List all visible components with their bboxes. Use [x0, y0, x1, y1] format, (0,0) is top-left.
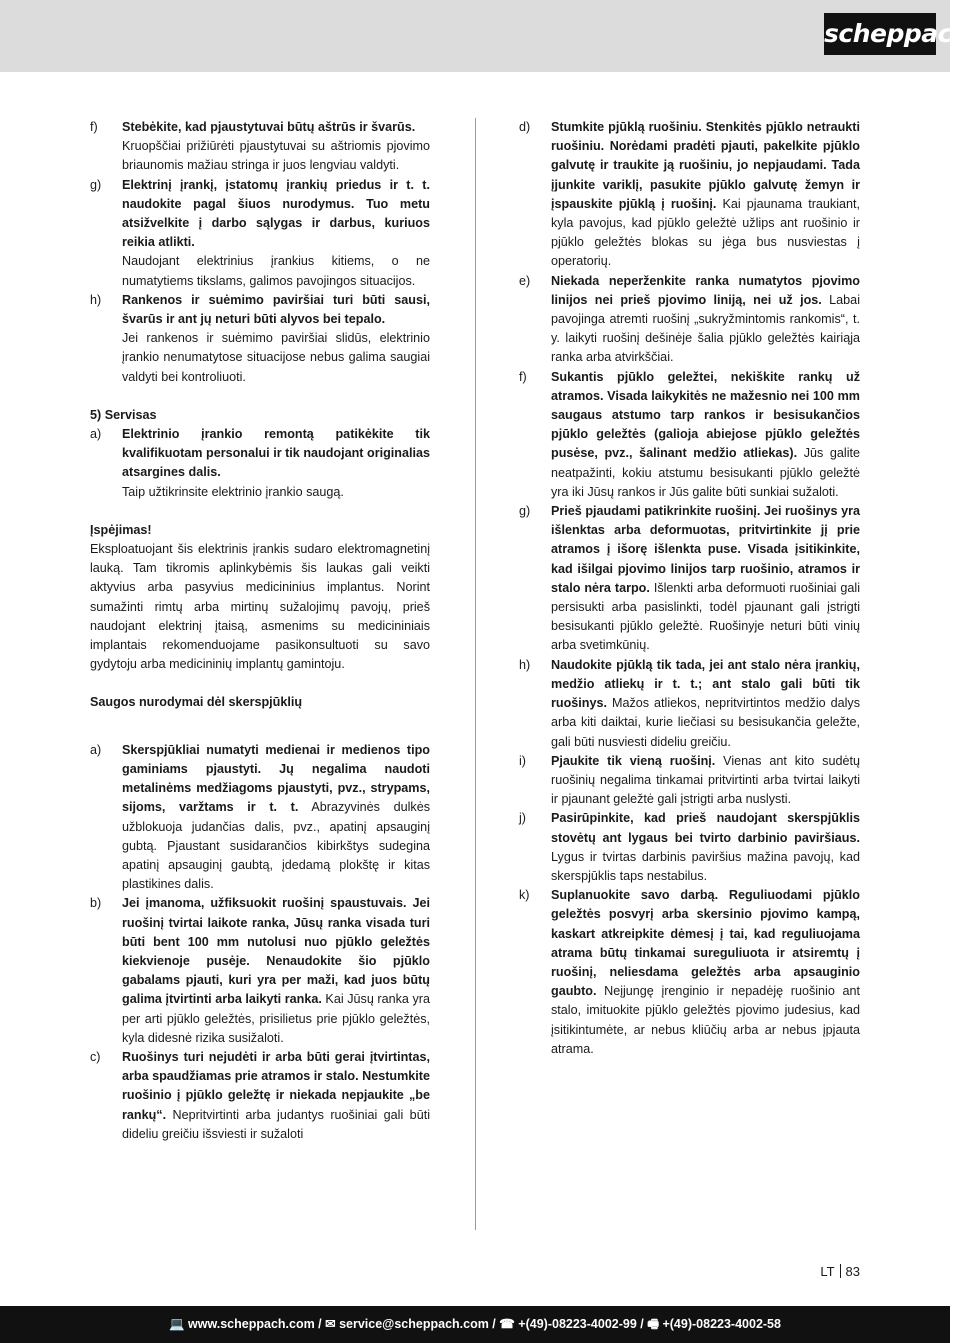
list-item: b) Jei įmanoma, užfiksuokit ruošinį spaustuvais. Jei ruošinį tvirtai laikote ranka, Jūsų ranka visada turi būti bent 100 mm nutolusi nuo pjūklo geležtės kiekvienoje pusėje. Nenaudokite šio pjūklo gabalams pjauti, kuri yra per maži, kad juos būtų galima įtvirtinti arba laikyti ranka. Kai Jūsų ranka yra per arti pjūklo geležtės, prisilietus prie pjūklo geležtės, kyla didesnė rizika susižaloti. — [90, 896, 430, 1045]
warning-text: Eksploatuojant šis elektrinis įrankis sudaro elektromagnetinį lauką. Tam tikromis aplinkybėmis šis laukas gali veikti aktyvius arba pasyvius medicininius implantus. Norint sumažinti rimtų arba mirtinų sužalojimų pavojų, prieš naudojant elektrinį įtaisą, asmenims su medicininiais implantais rekomenduojame pasikonsultuoti su savo gydytoju arba medicininių implantų gamintoju. — [90, 542, 430, 672]
footer-contact: 💻 www.scheppach.com / ✉ service@scheppach.com / ☎ +(49)-08223-4002-99 / 🖷 +(49)-08223-4002-58 — [0, 1306, 950, 1343]
list-item: i) Pjaukite tik vieną ruošinį. Vienas ant kito sudėtų ruošinių negalima tinkamai pritvirtinti arba tvirtai laikyti ir pjaunant geležtė gali įstrigti arba nuslysti. — [519, 753, 860, 807]
brand-logo: scheppach — [824, 13, 936, 55]
column-divider — [475, 118, 476, 1230]
list-item: f) Stebėkite, kad pjaustytuvai būtų aštrūs ir švarūs. Kruopščiai prižiūrėti pjaustytuvai su aštriomis pjovimo briaunomis mažiau stringa ir juos lengviau valdyti. — [90, 120, 430, 173]
list-item: d) Stumkite pjūklą ruošiniu. Stenkitės pjūklo netraukti ruošiniu. Norėdami pradėti pjauti, pakelkite pjūklo galvutę ir traukite ją ruošiniu, jo nepjaudami. Tada įjunkite variklį, pasukite pjūklo galvutę žemyn ir įspauskite pjūklą į ruošinį. Kai pjaunama traukiant, kyla pavojus, kad pjūklo geležtė užlips ant ruošinio ir pjūklo geležtės blokas su jėga bus nusviestas į operatorių. — [519, 120, 860, 269]
top-bar — [0, 0, 969, 72]
list-item: h) Naudokite pjūklą tik tada, jei ant stalo nėra įrankių, medžio atliekų ir t. t.; ant stalo gali būti tik ruošinys. Mažos atliekos, nepritvirtintos medžio dalys arba kiti daiktai, kurie liečiasi su besisukančia geležte, gali būti nusviesti dideliu greičiu. — [519, 657, 860, 749]
page-number: LT 83 — [820, 1264, 860, 1279]
list-item: c) Ruošinys turi nejudėti ir arba būti gerai įtvirtintas, arba spaudžiamas prie atramos ir stalo. Nestumkite ruošinio į pjūklo geležtę ir niekada nepjaukite „be rankų“. Nepritvirtinti arba judantys ruošiniai gali būti dideliu greičiu išsviesti ir sužaloti — [90, 1049, 430, 1141]
right-column — [519, 118, 860, 1059]
list-item: a) Elektrinio įrankio remontą patikėkite tik kvalifikuotam personalui ir tik naudojant originalias atsargines dalis. Taip užtikrinsite elektrinio įrankio saugą. — [90, 427, 430, 499]
section-heading-service: 5) Servisas — [90, 407, 157, 422]
list-item: e) Niekada neperženkite ranka numatytos pjovimo linijos nei prieš pjovimo liniją, nei už jos. Labai pavojinga atremti ruošinį „sukryžmintomis rankomis“, t. y. laikyti ruošinį dešinėje šalia pjūklo geležtės kairiąja ranka arba atvirkščiai. — [519, 273, 860, 365]
list-item: a) Skerspjūkliai numatyti medienai ir medienos tipo gaminiams pjaustyti. Jų negalima naudoti metalinėms medžiagoms pjaustyti, pvz., strypams, sijoms, varžtams ir t. t. Abrazyvinės dulkės užblokuoja judančias dalis, pvz., apatinį apsauginį gubtą. Pjaustant susidarančios kibirkštys sudegina apatinį apsauginį gaubtą, įdedamą plokštę ir kitas plastikines dalis. — [90, 742, 430, 892]
safety-heading: Saugos nurodymai dėl skerspjūklių — [90, 695, 303, 710]
list-item: g) Elektrinį įrankį, įstatomų įrankių priedus ir t. t. naudokite pagal šiuos nurodymus. Tuo metu atsižvelkite į darbo sąlygas ir darbus, kuriuos reikia atlikti. Naudojant elektrinius įrankius kitiems, o ne numatytiems tikslams, galimos pavojingos situacijos. — [90, 177, 430, 288]
list-item: f) Sukantis pjūklo geležtei, nekiškite rankų už atramos. Visada laikykitės ne mažesnio nei 100 mm saugaus atstumo tarp rankos ir besisukančios pjūklo geležtės (galioja abiejose pjūklo geležtės pusėse, pvz., šalinant medžio atliekas). Jūs galite neatpažinti, kokiu atstumu besisukanti pjūklo geležtė yra iki Jūsų rankos ir Jūs galite būti sunkiai sužaloti. — [519, 369, 861, 499]
left-column — [90, 118, 430, 1144]
list-item: g) Prieš pjaudami patikrinkite ruošinį. Jei ruošinys yra išlenktas arba deformuotas, pritvirtinkite jį prie atramos į išorę išlenkta puse. Visada įsitikinkite, kad išilgai pjovimo linijos tarp ruošinio, atramos ir stalo nėra tarpo. Išlenkti arba deformuoti ruošiniai gali persisukti arba pasislinkti, todėl pjaunant gali įstrigti besisukanti pjūklo geležtė. Ruošinyje neturi būti vinių arba svetimkūnių. — [519, 504, 860, 653]
list-item: j) Pasirūpinkite, kad prieš naudojant skerspjūklis stovėtų ant lygaus bei tvirto darbinio paviršiaus. Lygus ir tvirtas darbinis paviršius mažina pavojų, kad skerspjūklis taps nestabilus. — [519, 811, 860, 883]
list-item: k) Suplanuokite savo darbą. Reguliuodami pjūklo geležtės posvyrį arba skersinio pjovimo kampą, kaskart atkreipkite dėmesį į tai, kad reguliuojama atrama būtų tinkamai sureguliuota ir atsiremtų į ruošinį, neliesdama geležtės arba apsauginio gaubto. Neįjungę įrenginio ir nepadėję ruošinio ant stalo, imituokite pjūklo geležtės pjovimo judesius, kad įsitikintumėte, ar nebus kliūčių arba ar nebus įpjauta atrama. — [519, 888, 860, 1056]
list-item: h) Rankenos ir suėmimo paviršiai turi būti sausi, švarūs ir ant jų neturi būti alyvos bei tepalo. Jei rankenos ir suėmimo paviršiai slidūs, elektrinio įrankio nenumatytose situacijose nebus galima saugiai valdyti bei kontroliuoti. — [90, 292, 430, 384]
warning-heading: Įspėjimas! — [90, 522, 152, 537]
